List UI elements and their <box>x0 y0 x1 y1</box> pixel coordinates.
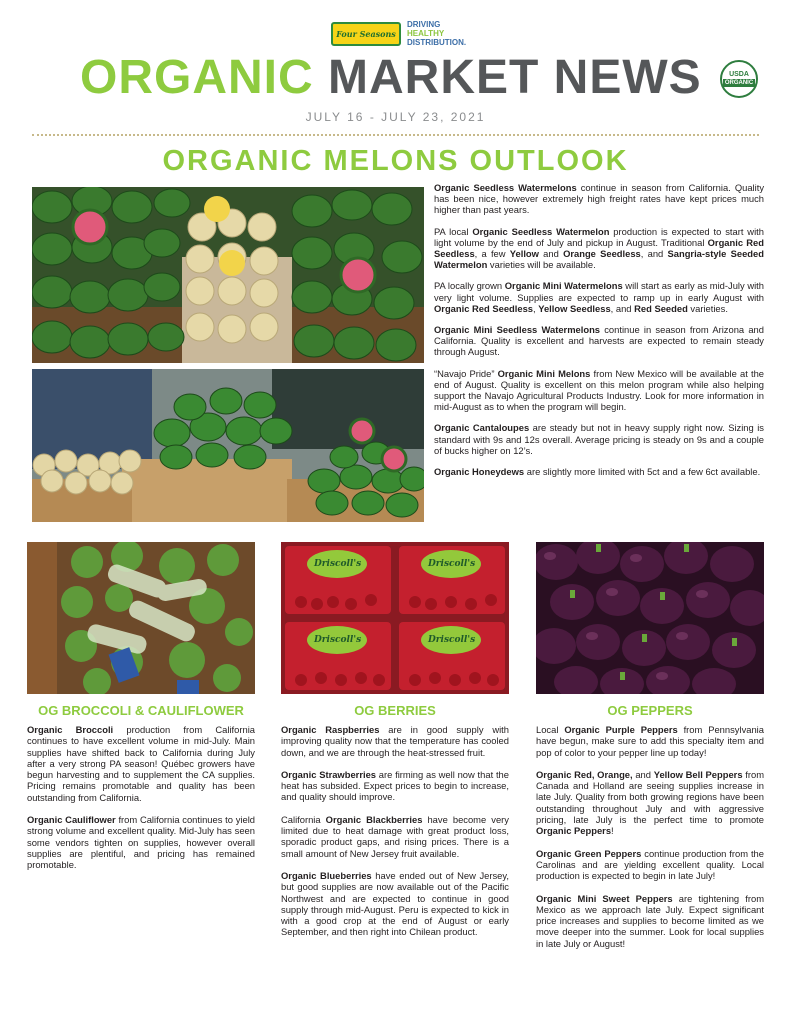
bold-product-name: Organic Cauliflower <box>27 814 116 826</box>
issue-dates: JULY 16 - JULY 23, 2021 <box>305 110 486 124</box>
melons-paragraph: “Navajo Pride” Organic Mini Melons from New Mexico will be available at the end of August. Quality is excellent on this melon program while also helping support the Navajo Agricultural Products Industry. Look for more information in mid-August as to when the program will begin. <box>434 367 764 413</box>
broccoli-heading: OG BROCCOLI & CAULIFLOWER <box>38 703 244 718</box>
melons-paragraph: PA locally grown Organic Mini Watermelons will start as early as mid-July with very light volume. Supplies are expected to ramp up in early August with Organic Red Seedless, Yellow Seedless, and Red Seeded varieties. <box>434 280 764 314</box>
tagline-line-3: DISTRIBUTION. <box>407 38 467 47</box>
bold-product-name: Organic Purple Peppers <box>564 724 678 735</box>
berries-paragraph: Organic Raspberries are in good supply with improving quality now that the temperature has cooled down, and we are through the heat-stressed fruit. <box>281 724 509 758</box>
peppers-paragraph: Organic Mini Sweet Peppers are tightening from Mexico as we approach late July. Expect significant price increases and supplies to become limited as we move deeper into the summer. Look for local supplies in late July or August! <box>536 892 764 949</box>
bold-product-name: Organic Red, Orange, <box>536 768 633 780</box>
melons-paragraph: Organic Mini Seedless Watermelons continue in season from Arizona and California. Quality is excellent and harvests are expected to remain steady through August. <box>434 324 764 358</box>
melons-paragraph: Organic Seedless Watermelons continue in season from California. Quality has been nice, however extremely high freight rates have kept prices much higher than past years. <box>434 182 765 216</box>
broccoli-illustration <box>27 542 255 694</box>
usda-seal-top: USDA <box>729 71 749 78</box>
broccoli-photo <box>27 542 255 694</box>
bold-product-name: Organic Seedless Watermelon <box>472 225 610 237</box>
bold-product-name: Organic Blackberries <box>325 813 423 825</box>
berry-label-1: Driscoll's <box>314 559 362 569</box>
title-market-news: MARKET NEWS <box>328 51 702 104</box>
berries-heading: OG BERRIES <box>354 703 436 718</box>
peppers-paragraph: Local Organic Purple Peppers from Pennsylvania have begun, make sure to add this specialty item and pop of color to your pepper line up today! <box>536 724 764 758</box>
peppers-photo <box>536 542 764 694</box>
bold-product-name: Yellow <box>509 248 539 260</box>
bold-product-name: Organic Broccoli <box>27 724 114 735</box>
usda-organic-seal <box>720 60 758 98</box>
bold-product-name: Organic Mini Watermelons <box>504 280 623 292</box>
logo-text: Four Seasons <box>336 29 396 39</box>
berries-photo <box>281 542 509 694</box>
bold-product-name: Organic Mini Melons <box>497 367 591 379</box>
masthead-area <box>0 0 791 140</box>
usda-seal-bottom: ORGANIC <box>724 80 754 86</box>
bold-product-name: Organic Cantaloupes <box>434 422 530 434</box>
bold-product-name: Organic Red Seedless <box>434 302 534 314</box>
title-organic: ORGANIC <box>80 51 314 104</box>
tagline-line-2: HEALTHY <box>407 29 445 38</box>
peppers-article <box>536 724 764 960</box>
bold-product-name: Organic Green Peppers <box>536 847 642 859</box>
four-seasons-logo <box>331 22 401 46</box>
newsletter-title <box>80 51 702 104</box>
berries-paragraph: Organic Blueberries have ended out of New Jersey, but good supplies are now available out of the Pacific Northwest and are expected to continue in good supply through mid-August. Peru is expected to kick in with a good crop at the end of August or early September, and then right into Chilean product. <box>281 869 509 938</box>
watermelon-bins-photo <box>32 187 424 363</box>
melons-paragraph: Organic Honeydews are slightly more limited with 5ct and a few 6ct available. <box>434 466 761 478</box>
berries-paragraph: California Organic Blackberries have become very limited due to heat damage with great product loss, sporadic product gaps, and rising prices. There is a small amount of New Jersey fruit available. <box>281 813 509 859</box>
bold-product-name: Organic Raspberries <box>281 724 380 735</box>
peppers-heading: OG PEPPERS <box>607 703 693 718</box>
melons-article <box>434 182 764 487</box>
melons-section-title: ORGANIC MELONS OUTLOOK <box>162 145 629 177</box>
broccoli-article <box>27 724 255 882</box>
bold-product-name: Organic Red Seedless <box>434 236 764 260</box>
berry-label-2: Driscoll's <box>428 559 476 569</box>
watermelon-bins-illustration <box>32 187 424 363</box>
bold-product-name: Red Seeded <box>634 302 688 314</box>
bold-product-name: Organic Mini Sweet Peppers <box>536 892 673 904</box>
bold-product-name: Yellow Bell Peppers <box>653 768 743 780</box>
berry-label-4: Driscoll's <box>428 635 476 645</box>
tagline <box>407 20 467 47</box>
bold-product-name: Organic Mini Seedless Watermelons <box>434 324 601 336</box>
berry-label-3: Driscoll's <box>314 635 362 645</box>
bold-product-name: Organic Strawberries <box>281 768 376 780</box>
tagline-line-1: DRIVING <box>407 20 441 29</box>
bold-product-name: Orange Seedless <box>563 248 641 260</box>
broccoli-paragraph: Organic Broccoli production from California continues to have excellent volume in mid-July. Main supplies have shifted back to California during July after a very strong PA season! Québec growers have begun harvesting and to supplement the CA supplies. Pricing remains promotable and quality has been outstanding from California. <box>27 724 255 803</box>
peppers-paragraph: Organic Red, Orange, and Yellow Bell Peppers from Canada and Holland are seeing supplies increase in late July. Quality from both growing regions have been outstanding throughout July and with aggressive pricing, late July is the perfect time to promote Organic Peppers! <box>536 768 765 837</box>
melons-paragraph: PA local Organic Seedless Watermelon production is expected to start with light volume by the end of July and pickup in August. Traditional Organic Red Seedless, a few Yellow and Orange Seedless, and Sangria-style Seeded Watermelon varieties will be available. <box>434 225 764 271</box>
dotted-divider <box>32 134 759 136</box>
broccoli-paragraph: Organic Cauliflower from California continues to yield strong volume and excellent quality. Mid-July has seen some vendors tighten on supplies, however overall supplies are plentiful, and pricing has remained promotable. <box>27 814 255 871</box>
bold-product-name: Organic Honeydews <box>434 466 525 478</box>
berries-paragraph: Organic Strawberries are firming as well now that the heat has subsided. Expect prices to begin to increase, and quality should improve. <box>281 768 509 803</box>
peppers-paragraph: Organic Green Peppers continue production from the Carolinas and are yielding excellent quality. Local production is expected to begin in late July! <box>536 847 764 882</box>
berries-article <box>281 724 509 949</box>
bold-product-name: Sangria-style Seeded Watermelon <box>434 248 764 271</box>
melons-paragraph: Organic Cantaloupes are steady but not in heavy supply right now. Sizing is standard with 9s and 12s overall. Average pricing is steady on 9s and a couple of bucks higher on 12’s. <box>434 422 764 456</box>
peppers-illustration <box>536 542 764 694</box>
bold-product-name: Organic Peppers <box>536 825 612 837</box>
bold-product-name: Organic Blueberries <box>281 869 372 881</box>
melon-display-illustration <box>32 369 424 522</box>
bold-product-name: Organic Seedless Watermelons <box>434 182 577 193</box>
bold-product-name: Yellow Seedless <box>538 302 611 314</box>
melon-display-photo <box>32 369 424 522</box>
